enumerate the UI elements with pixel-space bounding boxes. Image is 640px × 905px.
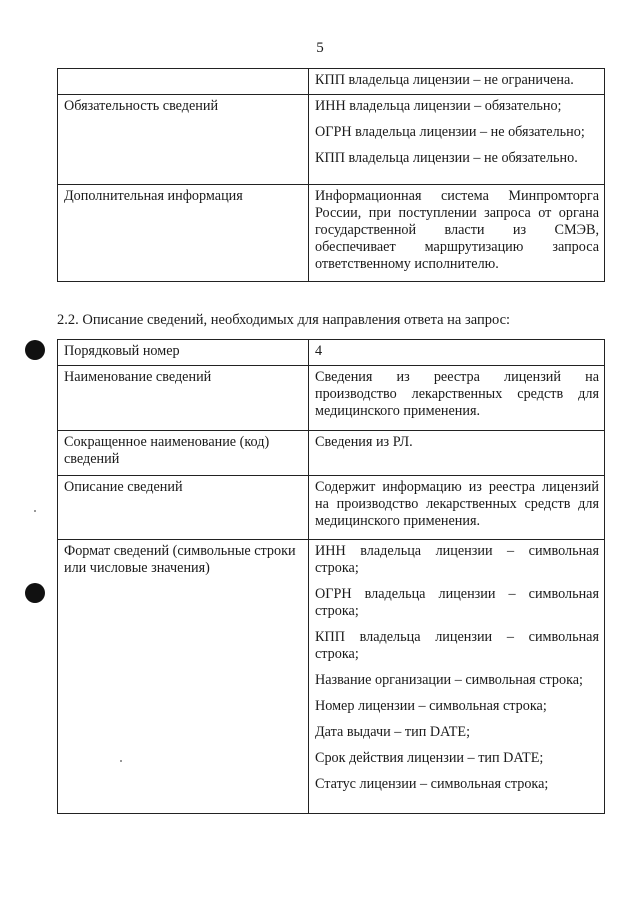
section-heading: 2.2. Описание сведений, необходимых для направления ответа на запрос: <box>57 312 511 328</box>
value-line: ОГРН владельца лицензии – символьная строка; <box>315 586 599 619</box>
value-line: Статус лицензии – символьная строка; <box>315 776 549 792</box>
requirements-table <box>57 68 605 282</box>
row-value <box>309 340 605 366</box>
row-label: Формат сведений (символьные строки или числовые значения) <box>58 540 309 814</box>
value-line: КПП владельца лицензии – не обязательно. <box>315 150 578 166</box>
row-label: Наименование сведений <box>58 366 309 431</box>
page-number: 5 <box>316 40 324 56</box>
binder-hole <box>25 340 45 360</box>
value-line: ОГРН владельца лицензии – не обязательно; <box>315 124 585 140</box>
scan-speck <box>120 760 122 762</box>
row-value <box>309 540 605 814</box>
table-row <box>58 69 605 95</box>
table-row <box>58 476 605 540</box>
value-line: 4 <box>315 343 323 359</box>
value-line: КПП владельца лицензии – символьная строка; <box>315 629 599 662</box>
row-label <box>58 69 309 95</box>
row-value <box>309 185 605 282</box>
table-row <box>58 366 605 431</box>
value-line: Дата выдачи – тип DATE; <box>315 724 471 740</box>
value-line: Содержит информацию из реестра лицензий на производство лекарственных средств для медицинского применения. <box>315 479 599 529</box>
row-label: Описание сведений <box>58 476 309 540</box>
value-line: Сведения из РЛ. <box>315 434 413 450</box>
value-line: Срок действия лицензии – тип DATE; <box>315 750 544 766</box>
response-info-table <box>57 339 605 814</box>
table-row <box>58 95 605 185</box>
row-label: Порядковый номер <box>58 340 309 366</box>
row-value <box>309 366 605 431</box>
row-value <box>309 476 605 540</box>
value-line: ИНН владельца лицензии – обязательно; <box>315 98 562 114</box>
value-line: ИНН владельца лицензии – символьная строка; <box>315 543 599 576</box>
row-value <box>309 95 605 185</box>
row-value <box>309 69 605 95</box>
row-label: Обязательность сведений <box>58 95 309 185</box>
table-row <box>58 185 605 282</box>
value-line: КПП владельца лицензии – не ограничена. <box>315 72 574 88</box>
value-line: Название организации – символьная строка; <box>315 672 584 688</box>
row-label: Сокращенное наименование (код) сведений <box>58 431 309 476</box>
table-row <box>58 540 605 814</box>
scan-speck <box>34 510 36 512</box>
row-label: Дополнительная информация <box>58 185 309 282</box>
row-value <box>309 431 605 476</box>
value-line: Сведения из реестра лицензий на производство лекарственных средств для медицинского применения. <box>315 369 599 419</box>
table-row <box>58 340 605 366</box>
table-row <box>58 431 605 476</box>
value-line: Информационная система Минпромторга России, при поступлении запроса от органа государственной власти из СМЭВ, обеспечивает маршрутизацию запроса ответственному исполнителю. <box>315 188 599 272</box>
binder-hole <box>25 583 45 603</box>
value-line: Номер лицензии – символьная строка; <box>315 698 547 714</box>
